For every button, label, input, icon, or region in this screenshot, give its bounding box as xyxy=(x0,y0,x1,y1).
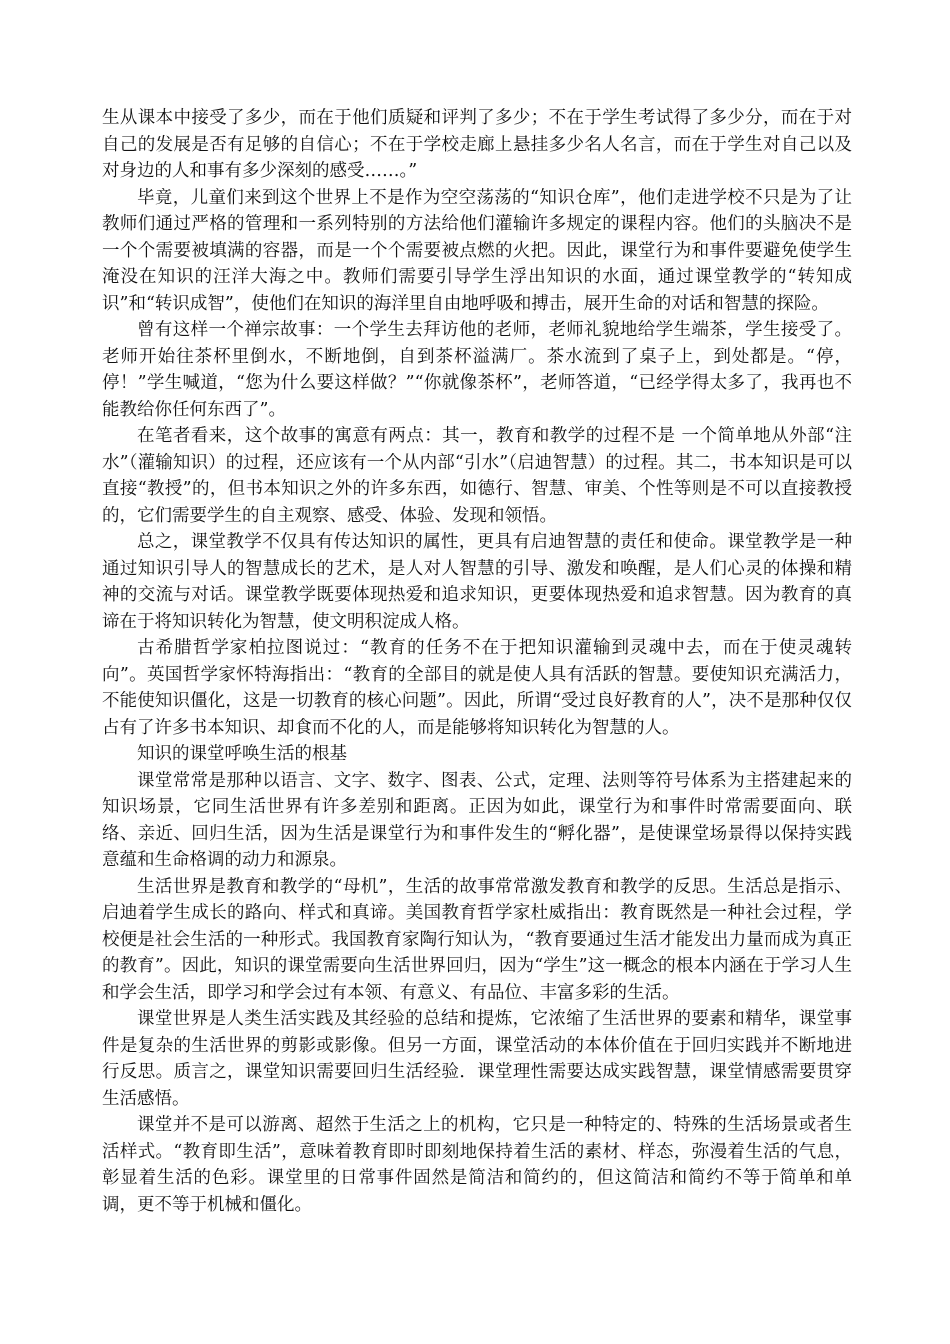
document-body xyxy=(102,105,852,1218)
paragraph: 毕竟，儿童们来到这个世界上不是作为空空荡荡的“知识仓库”，他们走进学校不只是为了让教师们通过严格的管理和一系列特别的方法给他们灌输许多规定的课程内容。他们的头脑决不是一个个需要被填满的容器，而是一个个需要被点燃的火把。因此，课堂行为和事件要避免使学生淹没在知识的汪洋大海之中。教师们需要引导学生浮出知识的水面，通过课堂教学的“转知成识”和“转识成智”，使他们在知识的海洋里自由地呼吸和搏击，展开生命的对话和智慧的探险。 xyxy=(102,187,852,314)
paragraph-continuation: 生从课本中接受了多少，而在于他们质疑和评判了多少；不在于学生考试得了多少分，而在于对自己的发展是否有足够的自信心；不在于学校走廊上悬挂多少名人名言，而在于学生对自己以及对身边的人和事有多少深刻的感受……。” xyxy=(102,108,852,181)
paragraph: 生活世界是教育和教学的“母机”，生活的故事常常激发教育和教学的反思。生活总是指示、启迪着学生成长的路向、样式和真谛。美国教育哲学家杜威指出：教育既然是一种社会过程，学校便是社会生活的一种形式。我国教育家陶行知认为，“教育要通过生活才能发出力量而成为真正的教育”。因此，知识的课堂需要向生活世界回归，因为“学生”这一概念的根本内涵在于学习人生和学会生活，即学习和学会过有本领、有意义、有品位、丰富多彩的生活。 xyxy=(102,876,852,1003)
paragraph: 课堂世界是人类生活实践及其经验的总结和提炼，它浓缩了生活世界的要素和精华，课堂事件是复杂的生活世界的剪影或影像。但另一方面，课堂活动的本体价值在于回归实践并不断地进行反思。质言之，课堂知识需要回归生活经验．课堂理性需要达成实践智慧，课堂情感需要贯穿生活感悟。 xyxy=(102,1009,852,1109)
paragraph: 课堂常常是那种以语言、文字、数字、图表、公式，定理、法则等符号体系为主搭建起来的知识场景，它同生活世界有许多差别和距离。正因为如此，课堂行为和事件时常需要面向、联络、亲近、回归生活，因为生活是课堂行为和事件发生的“孵化器”，是使课堂场景得以保持实践意蕴和生命格调的动力和源泉。 xyxy=(102,770,852,870)
paragraph: 古希腊哲学家柏拉图说过：“教育的任务不在于把知识灌输到灵魂中去，而在于使灵魂转向”。英国哲学家怀特海指出：“教育的全部目的就是使人具有活跃的智慧。要使知识充满活力，不能使知识僵化，这是一切教育的核心问题”。因此，所谓“受过良好教育的人”，决不是那种仅仅占有了许多书本知识、却食而不化的人，而是能够将知识转化为智慧的人。 xyxy=(102,638,852,738)
paragraph: 总之，课堂教学不仅具有传达知识的属性，更具有启迪智慧的责任和使命。课堂教学是一种通过知识引导人的智慧成长的艺术，是人对人智慧的引导、激发和唤醒，是人们心灵的体操和精神的交流与对话。课堂教学既要体现热爱和追求知识，更要体现热爱和追求智慧。因为教育的真谛在于将知识转化为智慧，使文明积淀成人格。 xyxy=(102,532,852,632)
paragraph: 曾有这样一个禅宗故事：一个学生去拜访他的老师，老师礼貌地给学生端茶，学生接受了。老师开始往茶杯里倒水，不断地倒，自到茶杯溢满厂。茶水流到了桌子上，到处都是。“停，停！”学生喊道，“您为什么要这样做？”“你就像茶杯”，老师答道，“已经学得太多了，我再也不能教给你任何东西了”。 xyxy=(102,320,852,420)
paragraph: 在笔者看来，这个故事的寓意有两点：其一，教育和教学的过程不是 一个简单地从外部“注水”（灌输知识）的过程，还应该有一个从内部“引水”（启迪智慧）的过程。其二，书本知识是可以直接“教授”的，但书本知识之外的许多东西，如德行、智慧、审美、个性等则是不可以直接教授的，它们需要学生的自主观察、感受、体验、发现和领悟。 xyxy=(102,426,852,526)
paragraph: 课堂并不是可以游离、超然于生活之上的机构，它只是一种特定的、特殊的生活场景或者生活样式。“教育即生活”，意味着教育即时即刻地保持着生活的素材、样态，弥漫着生活的气息，彰显着生活的色彩。课堂里的日常事件固然是简洁和简约的，但这简洁和简约不等于简单和单调，更不等于机械和僵化。 xyxy=(102,1115,852,1215)
section-heading: 知识的课堂呼唤生活的根基 xyxy=(137,744,347,764)
